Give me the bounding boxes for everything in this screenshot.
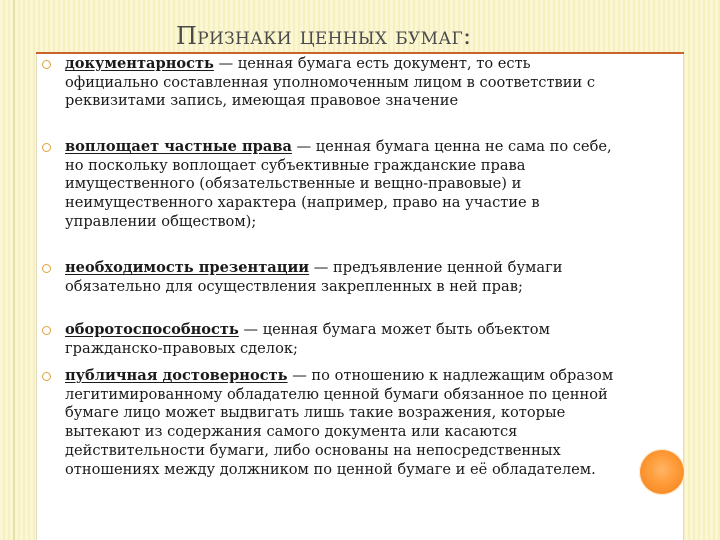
list-item-text [65,55,621,111]
item-term: необходимость презентации [65,259,310,276]
item-term: оборотоспособность [65,321,239,338]
bullet-ring-icon [42,264,51,273]
slide-title: Признаки ценных бумаг: [176,22,472,50]
bullet-ring-icon [42,60,51,69]
item-description: — ценная бумага есть документ, то есть официально составленная уполномоченным лицом в соответствии с реквизитами запись, имеющая правовое значение [65,55,595,110]
item-term: документарность [65,55,214,72]
list-item-text [65,367,621,479]
item-description: — предъявление ценной бумаги обязательно для осуществления закрепленных в ней прав; [65,259,563,295]
item-term: публичная достоверность [65,367,288,384]
bullet-ring-icon [42,372,51,381]
bullet-ring-icon [42,143,51,152]
item-term: воплощает частные права [65,138,292,155]
item-description: — по отношению к надлежащим образом легитимированному обладателю ценной бумаги обязанное по ценной бумаге лицо может выдвигать лишь такие возражения, которые вытекают из содержания самого документа или касаются действительности бумаги, либо основаны на непосредственных отношениях между должником по ценной бумаге и её обладателем. [65,367,614,478]
item-description: — ценная бумага ценна не сама по себе, но поскольку воплощает субъективные гражданские права имущественного (обязательственные и вещно-правовые) и неимущественного характера (например, право на участие в управлении обществом); [65,138,612,230]
list-item-text [65,138,621,232]
bullet-ring-icon [42,326,51,335]
list-item-text [65,321,621,358]
item-description: — ценная бумага может быть объектом гражданско-правовых сделок; [65,321,550,357]
decorative-orange-circle [639,449,685,495]
list-item-text [65,259,621,296]
